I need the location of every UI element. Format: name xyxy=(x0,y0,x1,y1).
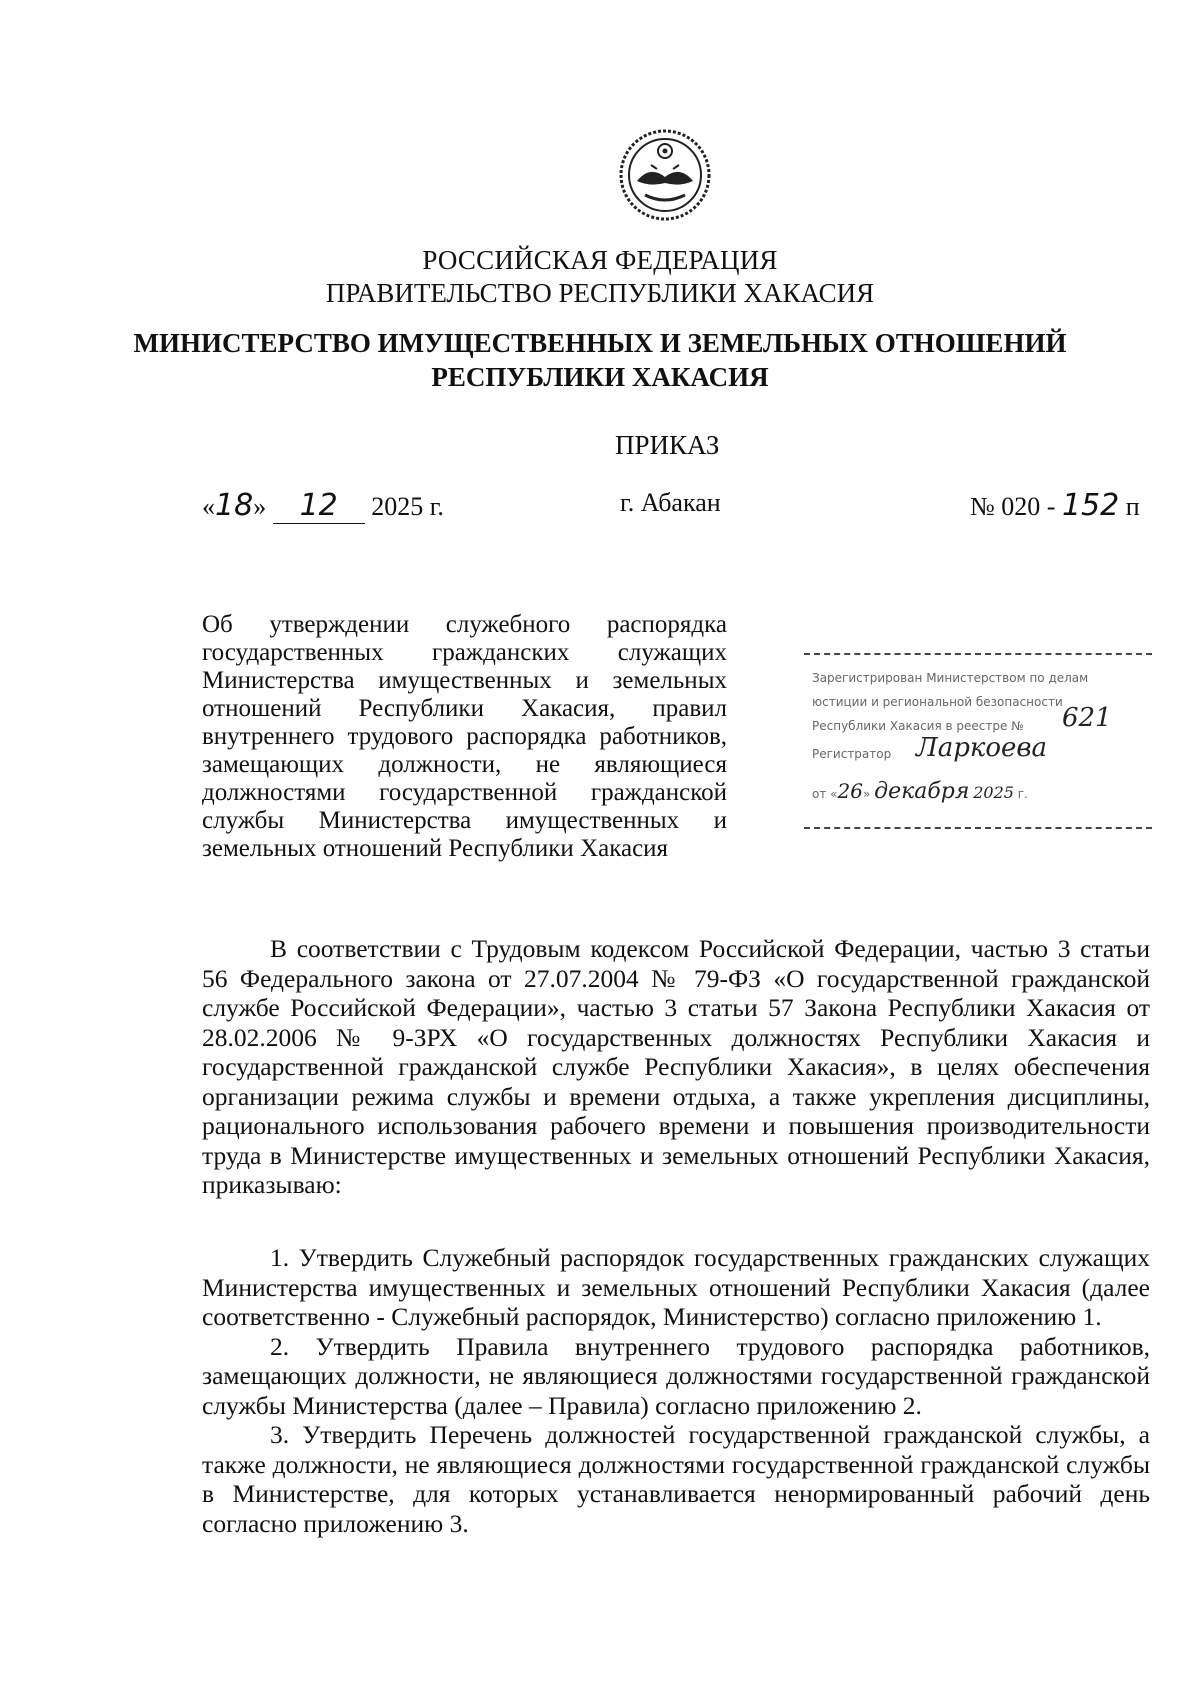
order-title: Об утверждении служебного распорядка государственных гражданских служащих Министерства имущественных и земельных отношений Республики Хакасия, правил внутреннего трудового распорядка работников, замещающих должности, не являющиеся должностями государственной гражданской службы Министерства имущественных и земельных отношений Республики Хакасия xyxy=(202,611,727,862)
ministry-heading-line2: РЕСПУБЛИКИ ХАКАСИЯ xyxy=(431,362,769,392)
order-item-2: 2. Утвердить Правила внутреннего трудового распорядка работников, замещающих должности, не являющиеся должностями государственной гражданской службы Министерства (далее – Правила) согласно приложению 2. xyxy=(202,1331,1150,1420)
ministry-heading-line1: МИНИСТЕРСТВО ИМУЩЕСТВЕННЫХ И ЗЕМЕЛЬНЫХ ОТНОШЕНИЙ xyxy=(133,328,1067,358)
order-city: г. Абакан xyxy=(620,488,721,517)
stamp-registrar-label: Регистратор xyxy=(812,747,892,761)
stamp-reg-number: 621 xyxy=(1062,703,1112,733)
intro-paragraph xyxy=(202,934,1150,1200)
stamp-line-2: юстиции и региональной безопасности xyxy=(812,695,1063,709)
order-items xyxy=(202,1243,1150,1538)
government-heading: ПРАВИТЕЛЬСТВО РЕСПУБЛИКИ ХАКАСИЯ xyxy=(325,278,875,308)
order-date: «18» 12 2025 г. xyxy=(202,488,444,523)
order-date-year: 2025 г. xyxy=(371,492,444,521)
coat-of-arms-emblem xyxy=(615,125,715,225)
stamp-registrar-signature: Ларкоева xyxy=(916,733,1048,763)
stamp-line-3: Республики Хакасия в реестре № xyxy=(812,719,1024,733)
country-heading: РОССИЙСКАЯ ФЕДЕРАЦИЯ xyxy=(422,245,778,275)
order-item-3: 3. Утвердить Перечень должностей государственной гражданской службы, а также должности, не являющиеся должностями государственной гражданской службы в Министерстве, для которых устанавливается ненормированный рабочий день согласно приложению 3. xyxy=(202,1420,1150,1538)
order-number-value: 152 xyxy=(1061,488,1120,523)
order-date-month: 12 xyxy=(299,488,338,523)
order-number xyxy=(970,488,1140,523)
order-date-day: 18 xyxy=(215,488,254,523)
stamp-line-1: Зарегистрирован Министерством по делам xyxy=(812,671,1089,685)
stamp-date: от «26» декабря 2025 г. xyxy=(812,779,1028,804)
document-type: ПРИКАЗ xyxy=(615,430,720,460)
order-number-prefix: № 020 - xyxy=(970,492,1056,521)
intro-text: В соответствии с Трудовым кодексом Российской Федерации, частью 3 статьи 56 Федерального закона от 27.07.2004 № 79-ФЗ «О государственной гражданской службе Российской Федерации», частью 3 статьи 57 Закона Республики Хакасия от 28.02.2006 № 9-ЗРХ «О государственных должностях Республики Хакасия и государственной гражданской службе Республики Хакасия», в целях обеспечения организации режима службы и времени отдыха, а также укрепления дисциплины, рационального использования рабочего времени и повышения производительности труда в Министерстве имущественных и земельных отношений Республики Хакасия, приказываю: xyxy=(202,934,1150,1199)
registration-stamp xyxy=(804,653,1152,829)
order-number-suffix: п xyxy=(1125,492,1140,521)
order-item-1: 1. Утвердить Служебный распорядок государственных гражданских служащих Министерства имущественных и земельных отношений Республики Хакасия (далее соответственно - Служебный распорядок, Министерство) согласно приложению 1. xyxy=(202,1243,1150,1331)
